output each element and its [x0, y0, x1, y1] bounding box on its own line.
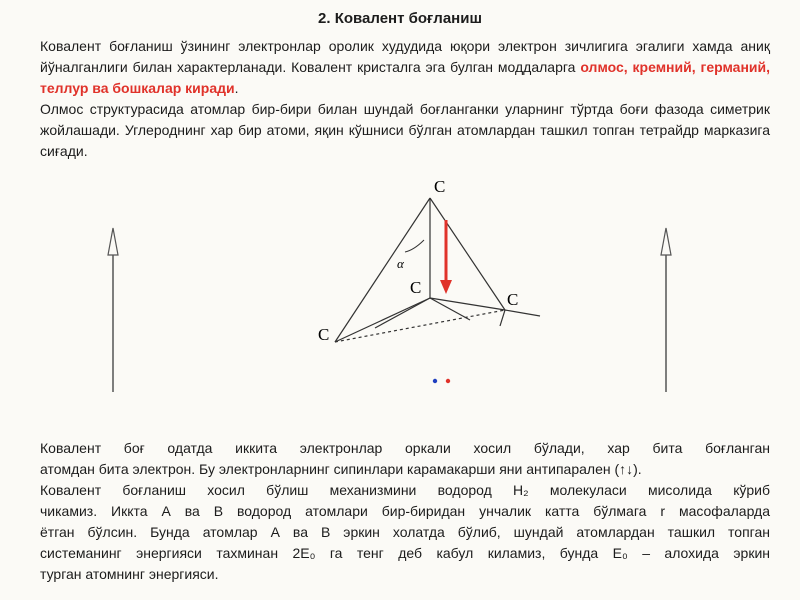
- line-3: Ковалент боғланиш хосил бўлиш механизмини водород H₂ молекуласи мисолида кўриб: [40, 482, 770, 498]
- line-4: чикамиз. Иккта А ва В водород атомлари бир-биридан унчалик катта бўлмага r масофаларда: [40, 503, 770, 519]
- angle-label: α: [397, 256, 404, 271]
- blue-dot: [433, 379, 437, 383]
- red-dot: [446, 379, 450, 383]
- line-1: Ковалент боғ одатда иккита электронлар оркали хосил бўлади, хар бита боғланган: [40, 440, 770, 456]
- paragraph-1-text: Ковалент боғланиш ўзининг электронлар оролик худудида юқори электрон зичлигига эгалиги хамда аниқ йўналганлиги билан характерланади. Ковалент кристалга эга булган моддаларга: [40, 38, 770, 75]
- atom-top-label: C: [434, 177, 446, 196]
- red-down-arrow-icon: [440, 220, 452, 294]
- paragraph-2: Олмос структурасида атомлар бир-бири билан шундай боғланганки уларнинг тўртда боғи фазода симетрик жойлашади. Углероднинг хар бир атоми, яқин кўшниси бўлган атомлардан ташкил топган тетрайдр марказига сиғади.: [40, 101, 770, 159]
- line-2: атомдан бита электрон. Бу электронларнинг сипинлари карамакарши яни антипарален (↑↓).: [40, 461, 642, 477]
- tetrahedron-svg: [0, 170, 800, 430]
- line-5: ётган бўлсин. Бунда атомлар А ва В эркин холатда бўлиб, шундай атомлардан ташкил топган: [40, 524, 770, 540]
- paragraph-1-end: .: [234, 80, 239, 96]
- paragraph-1: [40, 36, 770, 99]
- atom-center-label: C: [410, 278, 422, 297]
- line-7: турган атомнинг энергияси.: [40, 566, 219, 582]
- angle-arc: [405, 240, 424, 252]
- right-up-arrow-icon: [661, 228, 671, 392]
- tetrahedron-diagram: [0, 170, 800, 430]
- highlighted-materials: олмос, кремний, германий, теллур ва бошкалар киради: [40, 59, 771, 96]
- line-6: системанинг энергияси тахминан 2E₀ га тенг деб кабул киламиз, бунда E₀ – алохида эркин: [40, 545, 770, 561]
- atom-right-label: C: [507, 290, 519, 309]
- atom-left-label: C: [318, 325, 330, 344]
- tetrahedron-edges: [335, 198, 540, 342]
- left-up-arrow-icon: [108, 228, 118, 392]
- section-title: 2. Ковалент боғланиш: [318, 10, 482, 27]
